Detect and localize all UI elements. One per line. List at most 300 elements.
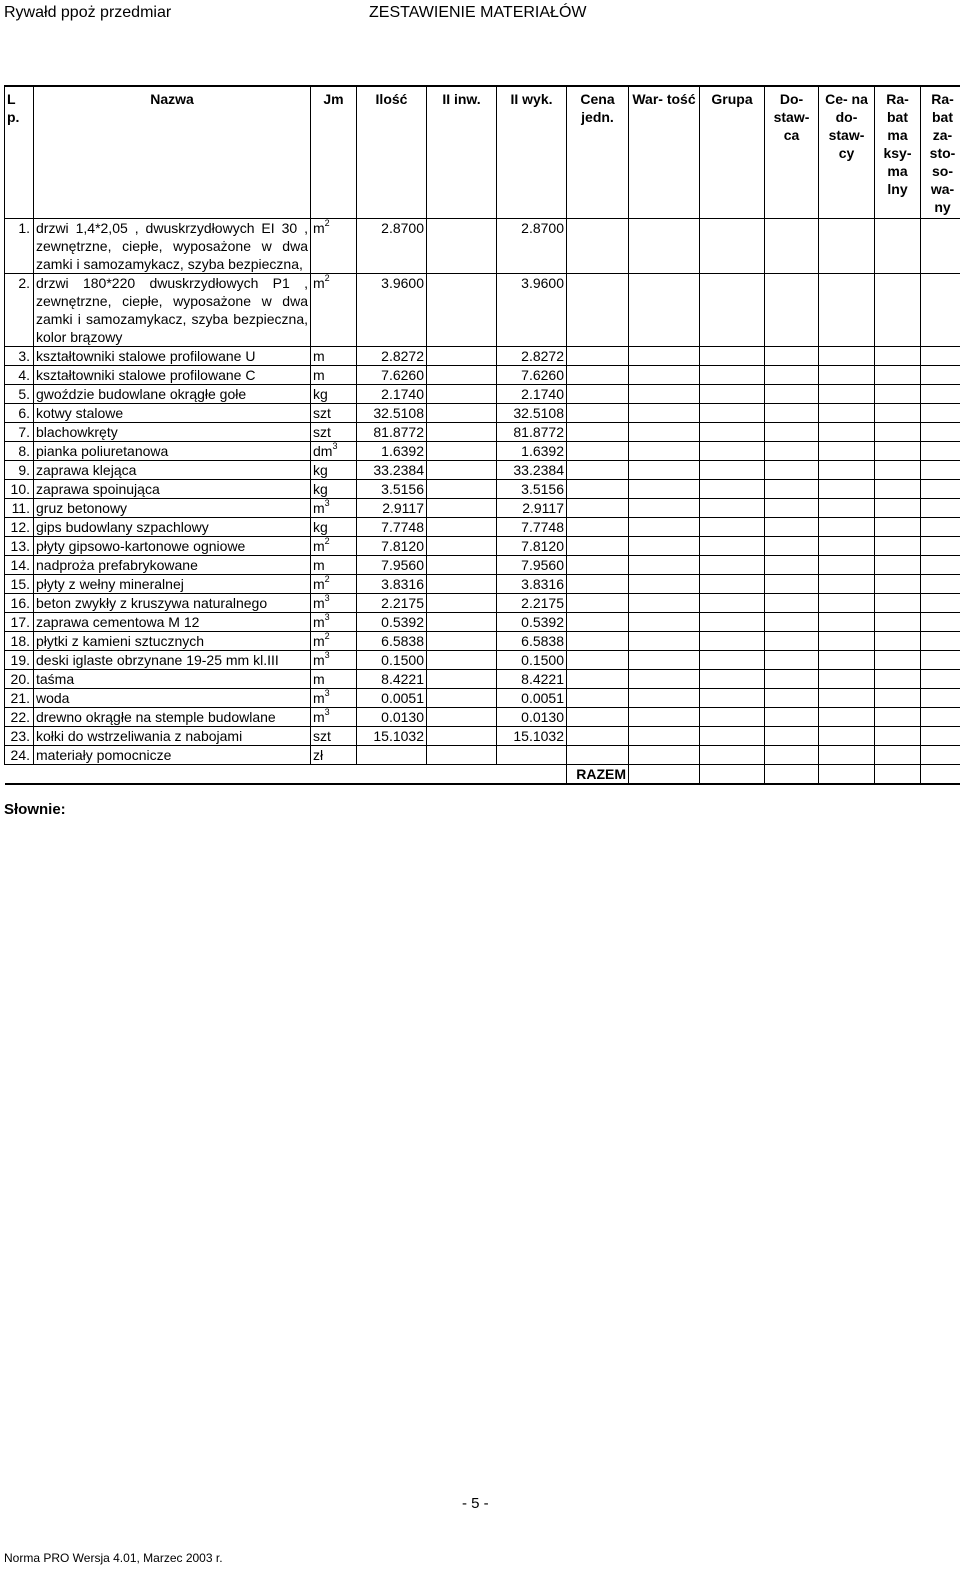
max-discount-cell — [875, 670, 921, 689]
table-row — [5, 499, 960, 518]
group-cell — [700, 537, 765, 556]
unit-text: kg — [313, 386, 328, 402]
unit-exponent: 2 — [324, 574, 330, 585]
material-name-cell: zaprawa klejąca — [34, 461, 311, 480]
material-name-cell: kotwy stalowe — [34, 404, 311, 423]
total-value — [629, 765, 700, 785]
ii-wyk-cell: 7.8120 — [497, 537, 567, 556]
unit-price-cell — [567, 518, 629, 537]
max-discount-cell — [875, 708, 921, 727]
quantity-cell: 7.7748 — [357, 518, 427, 537]
supplier-price-cell — [819, 708, 875, 727]
unit-price-cell — [567, 537, 629, 556]
unit-cell — [311, 727, 357, 746]
supplier-cell — [765, 708, 819, 727]
unit-cell — [311, 632, 357, 651]
quantity-cell: 8.4221 — [357, 670, 427, 689]
material-name-cell: woda — [34, 689, 311, 708]
ii-inw-cell — [427, 651, 497, 670]
ii-wyk-cell: 0.1500 — [497, 651, 567, 670]
unit-cell — [311, 347, 357, 366]
supplier-cell — [765, 366, 819, 385]
col-rabat-maksymalny: Ra- bat ma ksy- ma lny — [875, 86, 921, 219]
row-number-cell: 1. — [5, 219, 34, 274]
ii-wyk-cell: 3.8316 — [497, 575, 567, 594]
material-name-cell: płyty z wełny mineralnej — [34, 575, 311, 594]
ii-inw-cell — [427, 575, 497, 594]
unit-cell — [311, 594, 357, 613]
total-cell — [819, 765, 875, 785]
ii-inw-cell — [427, 632, 497, 651]
supplier-cell — [765, 727, 819, 746]
material-name-cell: zaprawa spoinująca — [34, 480, 311, 499]
ii-inw-cell — [427, 670, 497, 689]
ii-wyk-cell: 3.9600 — [497, 274, 567, 347]
unit-price-cell — [567, 461, 629, 480]
unit-price-cell — [567, 442, 629, 461]
unit-price-cell — [567, 651, 629, 670]
material-name-cell: gruz betonowy — [34, 499, 311, 518]
unit-text: szt — [313, 424, 331, 440]
max-discount-cell — [875, 632, 921, 651]
value-cell — [629, 727, 700, 746]
max-discount-cell — [875, 575, 921, 594]
quantity-cell: 7.6260 — [357, 366, 427, 385]
unit-text: m — [313, 652, 325, 668]
supplier-cell — [765, 670, 819, 689]
supplier-cell — [765, 385, 819, 404]
total-row — [5, 765, 960, 785]
material-name-cell: taśma — [34, 670, 311, 689]
table-row — [5, 632, 960, 651]
max-discount-cell — [875, 518, 921, 537]
supplier-cell — [765, 219, 819, 274]
supplier-price-cell — [819, 442, 875, 461]
supplier-cell — [765, 461, 819, 480]
row-number-cell: 13. — [5, 537, 34, 556]
group-cell — [700, 219, 765, 274]
ii-inw-cell — [427, 613, 497, 632]
unit-price-cell — [567, 385, 629, 404]
row-number-cell: 17. — [5, 613, 34, 632]
col-cena-dostawcy: Ce- na do- staw- cy — [819, 86, 875, 219]
quantity-cell: 2.2175 — [357, 594, 427, 613]
max-discount-cell — [875, 556, 921, 575]
unit-cell — [311, 670, 357, 689]
row-number-cell: 21. — [5, 689, 34, 708]
table-row — [5, 385, 960, 404]
material-name-cell: kształtowniki stalowe profilowane U — [34, 347, 311, 366]
material-name-cell: gwoździe budowlane okrągłe gołe — [34, 385, 311, 404]
unit-text: kg — [313, 481, 328, 497]
unit-price-cell — [567, 708, 629, 727]
applied-discount-cell — [921, 385, 960, 404]
group-cell — [700, 423, 765, 442]
total-spacer — [5, 765, 567, 785]
group-cell — [700, 518, 765, 537]
unit-cell — [311, 480, 357, 499]
unit-cell — [311, 613, 357, 632]
col-dostawca: Do- staw- ca — [765, 86, 819, 219]
unit-cell — [311, 499, 357, 518]
supplier-price-cell — [819, 347, 875, 366]
applied-discount-cell — [921, 746, 960, 765]
ii-wyk-cell: 2.8700 — [497, 219, 567, 274]
ii-inw-cell — [427, 219, 497, 274]
quantity-cell: 0.0130 — [357, 708, 427, 727]
value-cell — [629, 632, 700, 651]
unit-text: m — [313, 220, 325, 236]
value-cell — [629, 537, 700, 556]
supplier-cell — [765, 613, 819, 632]
col-grupa: Grupa — [700, 86, 765, 219]
applied-discount-cell — [921, 442, 960, 461]
group-cell — [700, 746, 765, 765]
quantity-cell: 2.8272 — [357, 347, 427, 366]
quantity-cell: 2.9117 — [357, 499, 427, 518]
material-name-cell: płyty gipsowo-kartonowe ogniowe — [34, 537, 311, 556]
table-row — [5, 689, 960, 708]
unit-cell — [311, 537, 357, 556]
ii-wyk-cell: 32.5108 — [497, 404, 567, 423]
material-name-cell: drzwi 180*220 dwuskrzydłowych P1 , zewnętrzne, ciepłe, wyposażone w dwa zamki i samozamykacz, szyba bezpieczna, kolor brązowy — [34, 274, 311, 347]
unit-text: m — [313, 367, 325, 383]
group-cell — [700, 651, 765, 670]
quantity-cell: 33.2384 — [357, 461, 427, 480]
group-cell — [700, 613, 765, 632]
value-cell — [629, 385, 700, 404]
total-cell — [765, 765, 819, 785]
group-cell — [700, 632, 765, 651]
group-cell — [700, 727, 765, 746]
supplier-price-cell — [819, 556, 875, 575]
applied-discount-cell — [921, 461, 960, 480]
supplier-price-cell — [819, 423, 875, 442]
unit-exponent: 3 — [324, 650, 330, 661]
value-cell — [629, 689, 700, 708]
value-cell — [629, 461, 700, 480]
applied-discount-cell — [921, 518, 960, 537]
quantity-cell: 0.5392 — [357, 613, 427, 632]
material-name-cell: gips budowlany szpachlowy — [34, 518, 311, 537]
max-discount-cell — [875, 404, 921, 423]
max-discount-cell — [875, 366, 921, 385]
max-discount-cell — [875, 347, 921, 366]
supplier-price-cell — [819, 727, 875, 746]
page-number: - 5 - — [462, 1495, 489, 1512]
table-row — [5, 670, 960, 689]
ii-wyk-cell: 2.2175 — [497, 594, 567, 613]
supplier-cell — [765, 518, 819, 537]
row-number-cell: 18. — [5, 632, 34, 651]
group-cell — [700, 670, 765, 689]
table-header-row — [5, 86, 960, 219]
row-number-cell: 24. — [5, 746, 34, 765]
supplier-price-cell — [819, 219, 875, 274]
supplier-price-cell — [819, 575, 875, 594]
supplier-price-cell — [819, 651, 875, 670]
group-cell — [700, 689, 765, 708]
applied-discount-cell — [921, 594, 960, 613]
group-cell — [700, 499, 765, 518]
material-name-cell: kołki do wstrzeliwania z nabojami — [34, 727, 311, 746]
supplier-cell — [765, 499, 819, 518]
max-discount-cell — [875, 274, 921, 347]
row-number-cell: 2. — [5, 274, 34, 347]
applied-discount-cell — [921, 575, 960, 594]
unit-text: m — [313, 690, 325, 706]
supplier-cell — [765, 404, 819, 423]
supplier-price-cell — [819, 594, 875, 613]
row-number-cell: 12. — [5, 518, 34, 537]
value-cell — [629, 708, 700, 727]
material-name-cell: nadproża prefabrykowane — [34, 556, 311, 575]
ii-wyk-cell: 6.5838 — [497, 632, 567, 651]
value-cell — [629, 556, 700, 575]
total-cell — [700, 765, 765, 785]
material-name-cell: materiały pomocnicze — [34, 746, 311, 765]
row-number-cell: 11. — [5, 499, 34, 518]
row-number-cell: 16. — [5, 594, 34, 613]
ii-wyk-cell: 7.7748 — [497, 518, 567, 537]
supplier-price-cell — [819, 461, 875, 480]
unit-exponent: 2 — [324, 273, 330, 284]
max-discount-cell — [875, 594, 921, 613]
ii-inw-cell — [427, 461, 497, 480]
materials-table — [4, 85, 960, 785]
quantity-cell — [357, 746, 427, 765]
ii-wyk-cell: 2.1740 — [497, 385, 567, 404]
value-cell — [629, 746, 700, 765]
unit-text: zł — [313, 747, 324, 763]
applied-discount-cell — [921, 632, 960, 651]
applied-discount-cell — [921, 347, 960, 366]
quantity-cell: 32.5108 — [357, 404, 427, 423]
row-number-cell: 6. — [5, 404, 34, 423]
document-title: Rywałd ppoż przedmiar — [4, 4, 172, 21]
quantity-cell: 0.1500 — [357, 651, 427, 670]
table-row — [5, 480, 960, 499]
unit-text: m — [313, 275, 325, 291]
material-name-cell: kształtowniki stalowe profilowane C — [34, 366, 311, 385]
material-name-cell: pianka poliuretanowa — [34, 442, 311, 461]
row-number-cell: 9. — [5, 461, 34, 480]
unit-text: szt — [313, 728, 331, 744]
unit-cell — [311, 385, 357, 404]
ii-inw-cell — [427, 708, 497, 727]
col-ii-inw: II inw. — [427, 86, 497, 219]
ii-inw-cell — [427, 499, 497, 518]
unit-exponent: 3 — [324, 498, 330, 509]
applied-discount-cell — [921, 708, 960, 727]
supplier-price-cell — [819, 518, 875, 537]
supplier-cell — [765, 689, 819, 708]
unit-price-cell — [567, 347, 629, 366]
unit-cell — [311, 518, 357, 537]
unit-price-cell — [567, 670, 629, 689]
amount-in-words-label: Słownie: — [4, 801, 66, 818]
value-cell — [629, 594, 700, 613]
row-number-cell: 3. — [5, 347, 34, 366]
unit-text: m — [313, 709, 325, 725]
table-row — [5, 442, 960, 461]
unit-price-cell — [567, 594, 629, 613]
applied-discount-cell — [921, 613, 960, 632]
ii-wyk-cell: 3.5156 — [497, 480, 567, 499]
unit-price-cell — [567, 219, 629, 274]
applied-discount-cell — [921, 499, 960, 518]
ii-inw-cell — [427, 746, 497, 765]
row-number-cell: 5. — [5, 385, 34, 404]
supplier-cell — [765, 480, 819, 499]
ii-inw-cell — [427, 385, 497, 404]
group-cell — [700, 556, 765, 575]
unit-text: m — [313, 671, 325, 687]
quantity-cell: 7.9560 — [357, 556, 427, 575]
ii-wyk-cell: 2.8272 — [497, 347, 567, 366]
supplier-price-cell — [819, 613, 875, 632]
max-discount-cell — [875, 651, 921, 670]
value-cell — [629, 404, 700, 423]
ii-inw-cell — [427, 442, 497, 461]
applied-discount-cell — [921, 651, 960, 670]
ii-inw-cell — [427, 347, 497, 366]
unit-price-cell — [567, 404, 629, 423]
applied-discount-cell — [921, 670, 960, 689]
value-cell — [629, 219, 700, 274]
supplier-price-cell — [819, 274, 875, 347]
ii-inw-cell — [427, 366, 497, 385]
value-cell — [629, 347, 700, 366]
col-ii-wyk: II wyk. — [497, 86, 567, 219]
material-name-cell: drewno okrągłe na stemple budowlane — [34, 708, 311, 727]
max-discount-cell — [875, 537, 921, 556]
software-footer: Norma PRO Wersja 4.01, Marzec 2003 r. — [4, 1551, 223, 1565]
supplier-price-cell — [819, 689, 875, 708]
applied-discount-cell — [921, 727, 960, 746]
ii-wyk-cell — [497, 746, 567, 765]
unit-cell — [311, 366, 357, 385]
unit-text: m — [313, 538, 325, 554]
row-number-cell: 19. — [5, 651, 34, 670]
table-row — [5, 746, 960, 765]
group-cell — [700, 594, 765, 613]
group-cell — [700, 442, 765, 461]
supplier-cell — [765, 423, 819, 442]
ii-inw-cell — [427, 537, 497, 556]
total-label: RAZEM — [567, 765, 629, 785]
applied-discount-cell — [921, 537, 960, 556]
table-row — [5, 404, 960, 423]
ii-wyk-cell: 33.2384 — [497, 461, 567, 480]
table-row — [5, 219, 960, 274]
row-number-cell: 20. — [5, 670, 34, 689]
unit-cell — [311, 404, 357, 423]
ii-inw-cell — [427, 423, 497, 442]
max-discount-cell — [875, 461, 921, 480]
unit-cell — [311, 461, 357, 480]
unit-text: szt — [313, 405, 331, 421]
applied-discount-cell — [921, 423, 960, 442]
unit-cell — [311, 575, 357, 594]
quantity-cell: 2.8700 — [357, 219, 427, 274]
unit-exponent: 2 — [324, 631, 330, 642]
ii-wyk-cell: 0.5392 — [497, 613, 567, 632]
max-discount-cell — [875, 385, 921, 404]
unit-text: m — [313, 614, 325, 630]
supplier-cell — [765, 537, 819, 556]
total-cell — [921, 765, 960, 785]
ii-inw-cell — [427, 594, 497, 613]
supplier-price-cell — [819, 404, 875, 423]
col-nazwa: Nazwa — [34, 86, 311, 219]
ii-wyk-cell: 0.0051 — [497, 689, 567, 708]
supplier-cell — [765, 632, 819, 651]
unit-cell — [311, 274, 357, 347]
unit-price-cell — [567, 274, 629, 347]
applied-discount-cell — [921, 689, 960, 708]
unit-text: dm — [313, 443, 333, 459]
unit-text: m — [313, 633, 325, 649]
ii-inw-cell — [427, 518, 497, 537]
ii-wyk-cell: 81.8772 — [497, 423, 567, 442]
unit-text: kg — [313, 519, 328, 535]
table-row — [5, 347, 960, 366]
unit-price-cell — [567, 746, 629, 765]
unit-cell — [311, 746, 357, 765]
quantity-cell: 15.1032 — [357, 727, 427, 746]
ii-wyk-cell: 7.6260 — [497, 366, 567, 385]
table-row — [5, 537, 960, 556]
row-number-cell: 8. — [5, 442, 34, 461]
unit-cell — [311, 219, 357, 274]
material-name-cell: blachowkręty — [34, 423, 311, 442]
unit-exponent: 2 — [324, 218, 330, 229]
unit-exponent: 3 — [332, 441, 338, 452]
group-cell — [700, 708, 765, 727]
material-name-cell: beton zwykły z kruszywa naturalnego — [34, 594, 311, 613]
value-cell — [629, 651, 700, 670]
table-row — [5, 651, 960, 670]
quantity-cell: 1.6392 — [357, 442, 427, 461]
applied-discount-cell — [921, 404, 960, 423]
row-number-cell: 15. — [5, 575, 34, 594]
quantity-cell: 6.5838 — [357, 632, 427, 651]
quantity-cell: 3.9600 — [357, 274, 427, 347]
ii-wyk-cell: 1.6392 — [497, 442, 567, 461]
value-cell — [629, 670, 700, 689]
table-row — [5, 727, 960, 746]
max-discount-cell — [875, 499, 921, 518]
table-row — [5, 423, 960, 442]
max-discount-cell — [875, 480, 921, 499]
unit-cell — [311, 651, 357, 670]
unit-price-cell — [567, 556, 629, 575]
table-row — [5, 613, 960, 632]
ii-wyk-cell: 15.1032 — [497, 727, 567, 746]
max-discount-cell — [875, 423, 921, 442]
ii-inw-cell — [427, 556, 497, 575]
unit-price-cell — [567, 499, 629, 518]
ii-inw-cell — [427, 727, 497, 746]
quantity-cell: 3.8316 — [357, 575, 427, 594]
max-discount-cell — [875, 746, 921, 765]
supplier-cell — [765, 575, 819, 594]
max-discount-cell — [875, 219, 921, 274]
value-cell — [629, 499, 700, 518]
supplier-price-cell — [819, 746, 875, 765]
supplier-cell — [765, 347, 819, 366]
